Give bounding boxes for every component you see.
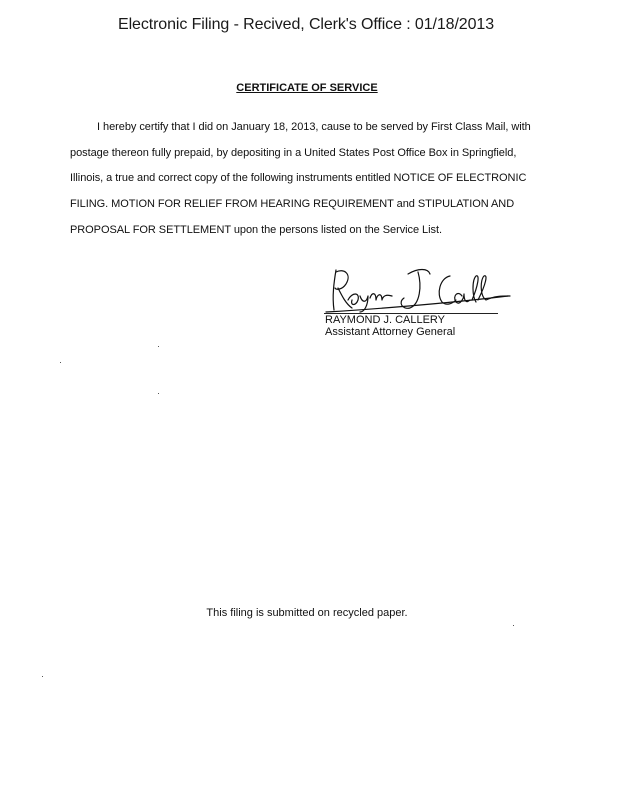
scan-speck <box>42 676 43 677</box>
recycled-paper-note: This filing is submitted on recycled paper. <box>206 607 408 619</box>
body-line-1: I hereby certify that I did on January 18, 2013, cause to be served by First Class Mail, with <box>97 121 531 133</box>
filing-stamp: Electronic Filing - Recived, Clerk's Office : 01/18/2013 <box>118 16 494 33</box>
body-line-4: FILING. MOTION FOR RELIEF FROM HEARING REQUIREMENT and STIPULATION AND <box>70 198 515 210</box>
handwritten-signature <box>322 266 512 314</box>
body-line-2: postage thereon fully prepaid, by depositing in a United States Post Office Box in Springfield, <box>70 147 517 159</box>
signer-name: RAYMOND J. CALLERY <box>325 314 446 326</box>
body-line-3: Illinois, a true and correct copy of the following instruments entitled NOTICE OF ELECTRONIC <box>70 172 527 184</box>
scan-speck <box>60 362 61 363</box>
body-line-5: PROPOSAL FOR SETTLEMENT upon the persons listed on the Service List. <box>70 224 442 236</box>
scan-speck <box>158 346 159 347</box>
signer-title: Assistant Attorney General <box>325 326 456 338</box>
scan-speck <box>158 393 159 394</box>
scan-speck <box>513 625 514 626</box>
document-title: CERTIFICATE OF SERVICE <box>236 82 378 94</box>
